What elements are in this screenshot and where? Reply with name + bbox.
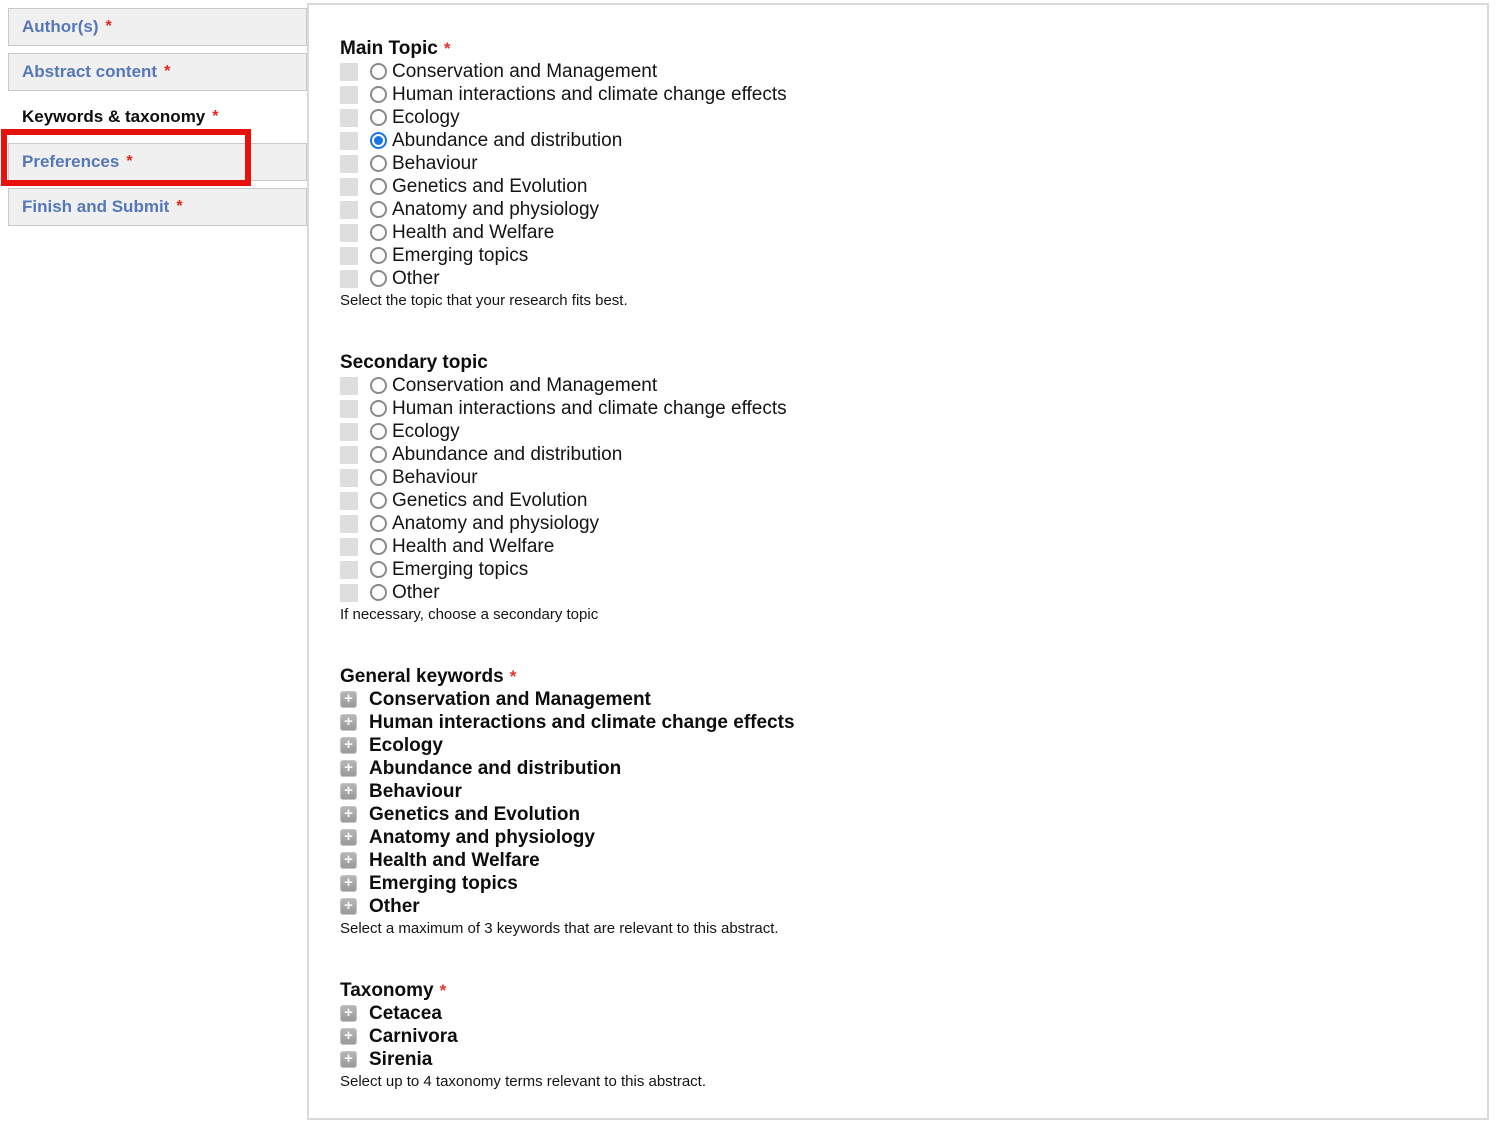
option-placeholder-square: [340, 515, 358, 533]
section-help-text: If necessary, choose a secondary topic: [340, 606, 599, 623]
radio-option-row: [340, 558, 1463, 581]
radio-button[interactable]: [370, 400, 387, 417]
section-title-text: Secondary topic: [340, 352, 488, 373]
option-placeholder-square: [340, 270, 358, 288]
sidebar-tab-preferences[interactable]: [8, 143, 307, 181]
radio-button[interactable]: [370, 515, 387, 532]
add-option-row: [340, 734, 1463, 757]
add-option-row: [340, 826, 1463, 849]
required-asterisk: *: [126, 153, 133, 170]
option-placeholder-square: [340, 400, 358, 418]
radio-button[interactable]: [370, 538, 387, 555]
radio-button[interactable]: [370, 109, 387, 126]
add-option-row: [340, 895, 1463, 918]
radio-option-row: [340, 581, 1463, 604]
plus-icon[interactable]: +: [340, 714, 357, 731]
required-asterisk: *: [509, 667, 517, 686]
add-option-row: [340, 1025, 1463, 1048]
plus-icon[interactable]: +: [340, 783, 357, 800]
plus-icon[interactable]: +: [340, 898, 357, 915]
plus-icon[interactable]: +: [340, 852, 357, 869]
radio-option-label: Genetics and Evolution: [392, 175, 588, 197]
add-option-label: Health and Welfare: [369, 849, 540, 871]
sidebar-tab-abstract-content[interactable]: [8, 53, 307, 91]
radio-option-row: [340, 198, 1463, 221]
radio-option-row: [340, 512, 1463, 535]
radio-button[interactable]: [370, 86, 387, 103]
section-secondary-topic: [340, 352, 1463, 626]
radio-button[interactable]: [370, 224, 387, 241]
radio-option-row: [340, 420, 1463, 443]
tab-label: Keywords & taxonomy: [22, 107, 206, 126]
required-asterisk: *: [164, 63, 171, 80]
section-help-text: Select the topic that your research fits best.: [340, 292, 628, 309]
add-option-row: [340, 711, 1463, 734]
option-placeholder-square: [340, 446, 358, 464]
required-asterisk: *: [212, 108, 219, 125]
tab-label: Preferences: [22, 152, 120, 171]
radio-option-row: [340, 244, 1463, 267]
radio-button[interactable]: [370, 201, 387, 218]
section-title-text: General keywords: [340, 666, 504, 687]
tab-label: Abstract content: [22, 62, 158, 81]
radio-button[interactable]: [370, 423, 387, 440]
plus-icon[interactable]: +: [340, 1051, 357, 1068]
add-option-label: Cetacea: [369, 1002, 442, 1024]
sidebar-tab-author-s[interactable]: [8, 8, 307, 46]
section-title-text: Main Topic: [340, 38, 438, 59]
radio-option-row: [340, 443, 1463, 466]
add-option-label: Emerging topics: [369, 872, 518, 894]
add-option-label: Abundance and distribution: [369, 757, 622, 779]
radio-option-label: Other: [392, 267, 440, 289]
option-placeholder-square: [340, 538, 358, 556]
plus-icon[interactable]: +: [340, 760, 357, 777]
section-help-text: Select a maximum of 3 keywords that are relevant to this abstract.: [340, 920, 779, 937]
add-option-row: [340, 1002, 1463, 1025]
section-title-text: Taxonomy: [340, 980, 434, 1001]
radio-option-row: [340, 267, 1463, 290]
option-placeholder-square: [340, 155, 358, 173]
radio-option-label: Conservation and Management: [392, 374, 658, 396]
radio-option-label: Ecology: [392, 106, 460, 128]
section-main-topic: [340, 38, 1463, 312]
option-placeholder-square: [340, 109, 358, 127]
radio-option-row: [340, 129, 1463, 152]
sidebar: [8, 8, 307, 233]
option-placeholder-square: [340, 178, 358, 196]
add-option-row: [340, 757, 1463, 780]
required-asterisk: *: [176, 198, 183, 215]
plus-icon[interactable]: +: [340, 737, 357, 754]
radio-button[interactable]: [370, 584, 387, 601]
option-placeholder-square: [340, 492, 358, 510]
radio-option-row: [340, 489, 1463, 512]
radio-button-selected[interactable]: [370, 132, 387, 149]
add-option-row: [340, 780, 1463, 803]
option-placeholder-square: [340, 377, 358, 395]
add-option-row: [340, 688, 1463, 711]
option-placeholder-square: [340, 584, 358, 602]
radio-option-row: [340, 152, 1463, 175]
radio-option-label: Health and Welfare: [392, 535, 555, 557]
option-placeholder-square: [340, 561, 358, 579]
radio-button[interactable]: [370, 469, 387, 486]
radio-option-row: [340, 175, 1463, 198]
radio-option-label: Other: [392, 581, 440, 603]
required-asterisk: *: [439, 981, 447, 1000]
radio-option-label: Abundance and distribution: [392, 443, 623, 465]
option-placeholder-square: [340, 224, 358, 242]
add-option-row: [340, 872, 1463, 895]
content-panel: [307, 3, 1489, 1120]
radio-option-label: Conservation and Management: [392, 60, 658, 82]
section-general-keywords: [340, 666, 1463, 940]
add-option-label: Anatomy and physiology: [369, 826, 595, 848]
option-placeholder-square: [340, 86, 358, 104]
add-option-row: [340, 849, 1463, 872]
add-option-label: Human interactions and climate change effects: [369, 711, 795, 733]
radio-button[interactable]: [370, 446, 387, 463]
plus-icon[interactable]: +: [340, 1005, 357, 1022]
radio-option-label: Genetics and Evolution: [392, 489, 588, 511]
plus-icon[interactable]: +: [340, 691, 357, 708]
sidebar-tab-finish-and-submit[interactable]: [8, 188, 307, 226]
add-option-label: Ecology: [369, 734, 443, 756]
plus-icon[interactable]: +: [340, 829, 357, 846]
radio-option-label: Health and Welfare: [392, 221, 555, 243]
radio-button[interactable]: [370, 63, 387, 80]
radio-button[interactable]: [370, 247, 387, 264]
option-placeholder-square: [340, 247, 358, 265]
add-option-label: Conservation and Management: [369, 688, 651, 710]
radio-option-label: Human interactions and climate change effects: [392, 397, 787, 419]
add-option-label: Sirenia: [369, 1048, 433, 1070]
section-title: [340, 352, 1463, 374]
radio-option-label: Abundance and distribution: [392, 129, 623, 151]
radio-option-row: [340, 60, 1463, 83]
radio-option-label: Human interactions and climate change effects: [392, 83, 787, 105]
plus-icon[interactable]: +: [340, 1028, 357, 1045]
tab-label: Finish and Submit: [22, 197, 170, 216]
radio-button[interactable]: [370, 561, 387, 578]
add-option-row: [340, 803, 1463, 826]
plus-icon[interactable]: +: [340, 875, 357, 892]
option-placeholder-square: [340, 469, 358, 487]
add-option-row: [340, 1048, 1463, 1071]
radio-button[interactable]: [370, 178, 387, 195]
radio-option-label: Anatomy and physiology: [392, 198, 600, 220]
radio-button[interactable]: [370, 492, 387, 509]
section-title: [340, 980, 1463, 1002]
radio-option-row: [340, 397, 1463, 420]
radio-option-label: Behaviour: [392, 466, 478, 488]
radio-option-label: Behaviour: [392, 152, 478, 174]
radio-option-label: Emerging topics: [392, 244, 529, 266]
radio-option-label: Anatomy and physiology: [392, 512, 600, 534]
add-option-label: Other: [369, 895, 420, 917]
option-placeholder-square: [340, 201, 358, 219]
add-option-label: Carnivora: [369, 1025, 458, 1047]
option-placeholder-square: [340, 63, 358, 81]
radio-option-row: [340, 466, 1463, 489]
radio-option-label: Emerging topics: [392, 558, 529, 580]
option-placeholder-square: [340, 423, 358, 441]
section-help-text: Select up to 4 taxonomy terms relevant to this abstract.: [340, 1073, 707, 1090]
radio-option-row: [340, 374, 1463, 397]
plus-icon[interactable]: +: [340, 806, 357, 823]
radio-button[interactable]: [370, 270, 387, 287]
required-asterisk: *: [443, 39, 451, 58]
radio-button[interactable]: [370, 155, 387, 172]
radio-option-label: Ecology: [392, 420, 460, 442]
radio-button[interactable]: [370, 377, 387, 394]
radio-option-row: [340, 221, 1463, 244]
radio-option-row: [340, 106, 1463, 129]
option-placeholder-square: [340, 132, 358, 150]
required-asterisk: *: [105, 18, 112, 35]
section-title: [340, 666, 1463, 688]
section-taxonomy: [340, 980, 1463, 1093]
section-title: [340, 38, 1463, 60]
radio-option-row: [340, 535, 1463, 558]
radio-option-row: [340, 83, 1463, 106]
sidebar-tab-keywords-taxonomy[interactable]: [8, 98, 307, 136]
tab-label: Author(s): [22, 17, 99, 36]
add-option-label: Behaviour: [369, 780, 462, 802]
add-option-label: Genetics and Evolution: [369, 803, 581, 825]
